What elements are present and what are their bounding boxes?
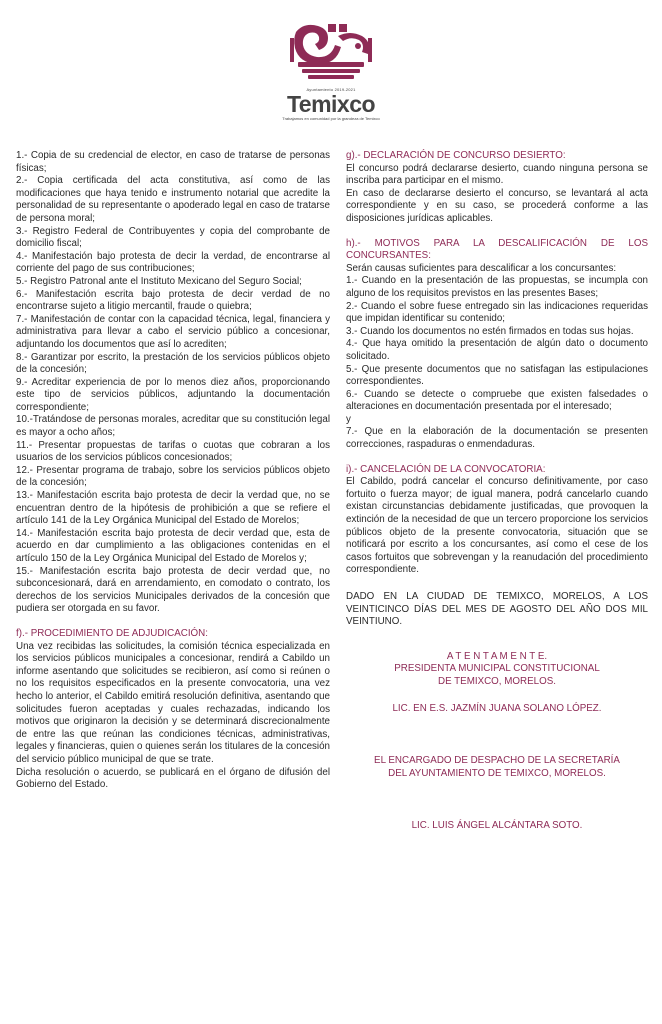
disqualification-item: 5.- Que presente documentos que no satisfagan las estipulaciones correspondientes. — [346, 363, 648, 388]
requirement-item: 3.- Registro Federal de Contribuyentes y copia del comprobante de domicilio fiscal; — [16, 225, 330, 250]
signatory-2-role: DEL AYUNTAMIENTO DE TEMIXCO, MORELOS. — [388, 767, 606, 779]
disqualification-item: 4.- Que haya omitido la presentación de algún dato o documento solicitado. — [346, 338, 648, 362]
section-i-title: i).- CANCELACIÓN DE LA CONVOCATORIA: — [346, 463, 546, 475]
requirement-item: 13.- Manifestación escrita bajo protesta de decir la verdad que, no se encuentran dentro de la hipótesis de prohibición a que se refiere el artículo 141 de la Ley Orgánica Municipal del Estado de Morelos; — [16, 490, 330, 527]
requirement-item: 1.- Copia de su credencial de elector, en caso de tratarse de personas físicas; — [16, 150, 330, 174]
right-column — [346, 150, 648, 833]
disqualification-item: 7.- Que en la elaboración de la documentación se presenten correcciones, raspaduras o enmendaduras. — [346, 426, 648, 451]
signatory-1-role: DE TEMIXCO, MORELOS. — [438, 675, 556, 687]
brand-name: Temixco — [286, 91, 376, 117]
requirement-item: 14.- Manifestación escrita bajo protesta de decir verdad que, esta de acuerdo en dar cumplimiento a las obligaciones contenidas en el artículo 150 de la Ley Orgánica Municipal del Estado de Morelos y; — [16, 527, 330, 564]
left-column — [16, 150, 330, 792]
section-h-title: h).- MOTIVOS PARA LA DESCALIFICACIÓN DE LOS CONCURSANTES: — [346, 237, 648, 262]
requirement-item: 12.- Presentar programa de trabajo, sobre los servicios públicos objeto de la concesión; — [16, 464, 330, 489]
signatory-2-name: LIC. LUIS ÁNGEL ALCÁNTARA SOTO. — [411, 820, 583, 832]
requirement-item: 9.- Acreditar experiencia de por lo menos diez años, proporcionando este tipo de servicios públicos, adjuntando la documentación correspondiente; — [16, 376, 330, 413]
section-g-title: g).- DECLARACIÓN DE CONCURSO DESIERTO: — [346, 150, 566, 161]
requirement-item: 8.- Garantizar por escrito, la prestación de los servicios públicos objeto de la concesión; — [16, 351, 330, 376]
requirement-item: 6.- Manifestación escrita bajo protesta de decir verdad de no encontrarse sujeto a litigio mercantil, fraude o quiebra; — [16, 288, 330, 313]
section-f-paragraph: Una vez recibidas las solicitudes, la comisión técnica especializada en los servicios públicos municipales a concesionar, rendirá a Cabildo un informe asentando que solicitudes se recibieron, así como si reúnen o no los requisitos especificados en la presente convocatoria, una vez hecho lo anterior, el Cabildo emitirá resolución definitiva, asentando que solicitudes fueron aceptadas y cuales rechazadas, indicando los motivos que originaron la decisión y se determinará discrecionalmente de entre las que reúnan las condiciones técnicas, administrativas, legales y financieras, quien o quienes serán los titulares de la concesión del servicio público municipal de que se trate. — [16, 640, 330, 765]
page-header — [0, 18, 662, 121]
disqualification-item: 2.- Cuando el sobre fuese entregado sin las indicaciones requeridas que impidan identificar su contenido; — [346, 300, 648, 325]
requirement-item: 4.- Manifestación bajo protesta de decir la verdad, de encontrarse al corriente del pago de sus contribuciones; — [16, 250, 330, 275]
brand-tagline: Trabajamos en comunidad por la grandeza de Temixco — [282, 116, 380, 121]
section-g-paragraph: En caso de declararse desierto el concurso, se levantará al acta correspondiente y en su caso, se procederá conforme a las disposiciones jurídicas aplicables. — [346, 187, 648, 224]
requirement-item: 15.- Manifestación escrita bajo protesta de decir verdad que, no subconcesionará, dará en arrendamiento, en comodato o contrato, los derechos de los servicios Municipales derivados de la concesión que pudiera ser otorgada en su favor. — [16, 565, 330, 615]
disqualification-item: y — [346, 413, 351, 425]
aztec-glyph-icon — [276, 18, 386, 86]
requirement-item: 5.- Registro Patronal ante el Instituto Mexicano del Seguro Social; — [16, 275, 302, 287]
atentamente: A T E N T A M E N T E. — [446, 650, 548, 662]
disqualification-item: 3.- Cuando los documentos no estén firmados en todas sus hojas. — [346, 325, 634, 337]
section-i-paragraph: El Cabildo, podrá cancelar el concurso definitivamente, por caso fortuito o fuerza mayor; de igual manera, podrá cancelarlo cuando existan circunstancias debidamente justificadas, que provoquen la extinción de la necesidad de que un tercero proporcione los servicios públicos objeto de la presente convocatoria, situación que se notificará por escrito a los concursantes, así como el cese de los casos fortuitos que sobrevengan y la reanudación del procedimiento correspondiente. — [346, 476, 648, 576]
requirement-item: 2.- Copia certificada del acta constitutiva, así como de las modificaciones que haya tenido e instrumento notarial que acredite la personalidad de su representante o apoderado legal en caso de tratarse de persona moral; — [16, 175, 330, 224]
section-g-paragraph: El concurso podrá declararse desierto, cuando ninguna persona se inscriba para participar en el mismo. — [346, 162, 648, 187]
disqualification-item: 6.- Cuando se detecte o compruebe que existen falsedades o alteraciones en documentación presentada por el interesado; — [346, 388, 648, 413]
requirements-list — [16, 150, 330, 616]
section-f-title: f).- PROCEDIMIENTO DE ADJUDICACIÓN: — [16, 627, 208, 639]
dado-statement: DADO EN LA CIUDAD DE TEMIXCO, MORELOS, A LOS VEINTICINCO DÍAS DEL MES DE AGOSTO DEL AÑO DOS MIL VEINTIUNO. — [346, 591, 648, 628]
administration-years: Ayuntamiento 2019-2021 — [306, 87, 356, 92]
section-f-paragraph: Dicha resolución o acuerdo, se publicará en el órgano de difusión del Gobierno del Estado. — [16, 766, 330, 791]
signatory-1-name: LIC. EN E.S. JAZMÍN JUANA SOLANO LÓPEZ. — [392, 702, 602, 714]
requirement-item: 10.-Tratándose de personas morales, acreditar que su constitución legal es mayor a ocho años; — [16, 414, 330, 439]
section-h-intro: Serán causas suficientes para descalificar a los concursantes: — [346, 262, 617, 274]
signatory-1-role: PRESIDENTA MUNICIPAL CONSTITUCIONAL — [394, 663, 600, 675]
requirement-item: 7.- Manifestación de contar con la capacidad técnica, legal, financiera y administrativa para llevar a cabo el servicio público a concesionar, adjuntando los documentos que así lo acrediten; — [16, 313, 330, 350]
disqualification-item: 1.- Cuando en la presentación de las propuestas, se incumpla con alguno de los requisitos previstos en las presentes Bases; — [346, 275, 648, 299]
requirement-item: 11.- Presentar propuestas de tarifas o cuotas que cobraran a los usuarios de los servicios públicos concesionados; — [16, 439, 330, 464]
signatory-2-role: EL ENCARGADO DE DESPACHO DE LA SECRETARÍA — [374, 755, 620, 767]
